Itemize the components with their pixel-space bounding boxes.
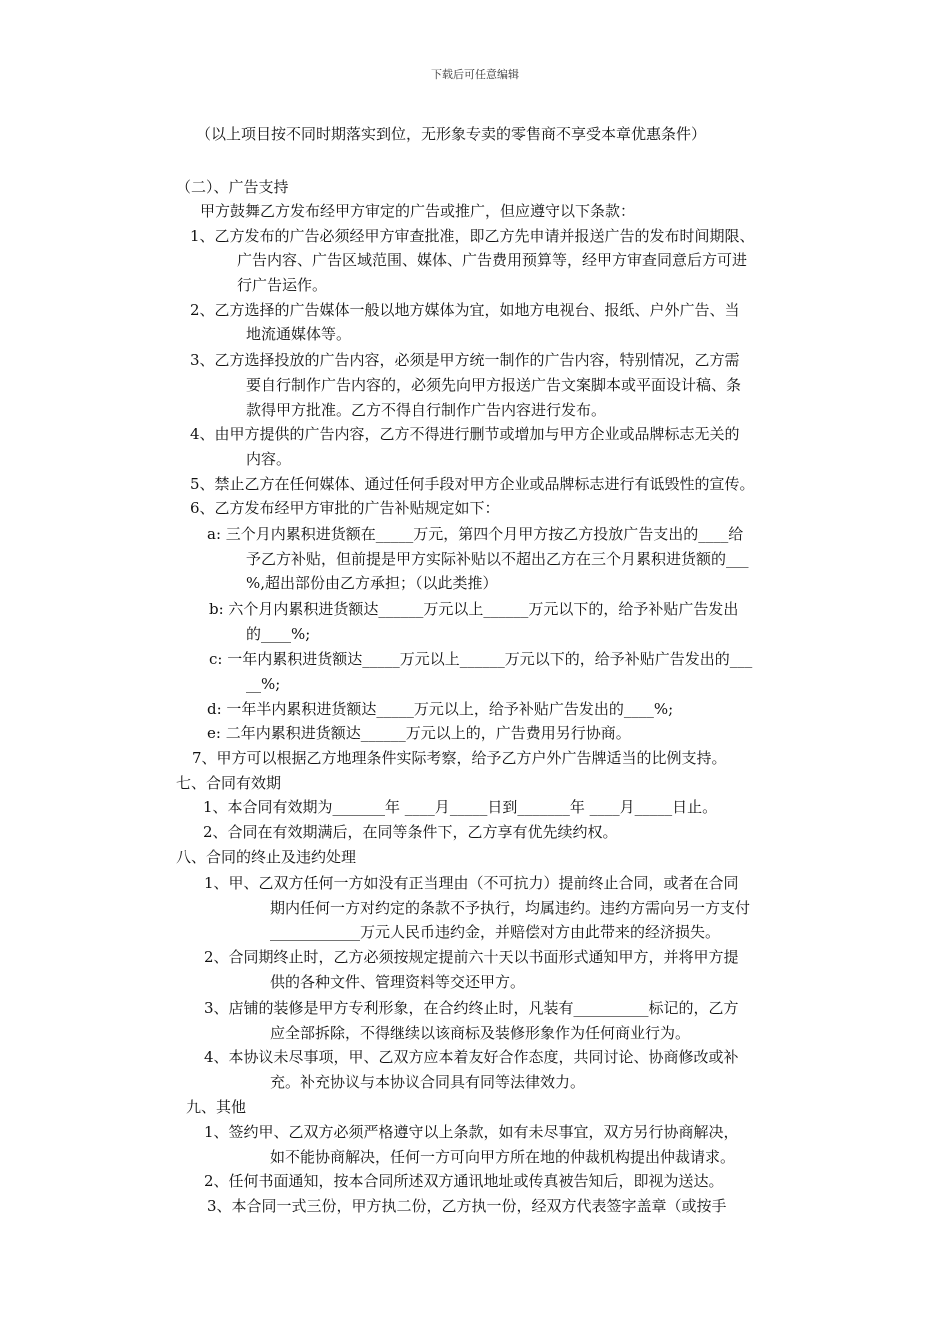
subclause-line: d: 一年半内累积进货额达_____万元以上，给予补贴广告发出的____%; [207, 700, 674, 718]
clause-line: 充。补充协议与本协议合同具有同等法律效力。 [270, 1073, 586, 1091]
clause-line: 广告内容、广告区域范围、媒体、广告费用预算等，经甲方审查同意后方可进 [237, 251, 748, 269]
subclause-line: __%; [246, 675, 281, 693]
clause-line: 6、乙方发布经甲方审批的广告补贴规定如下： [190, 499, 500, 517]
clause-line: 行广告运作。 [237, 276, 328, 294]
subclause-line: 的____%; [246, 625, 311, 643]
subclause-line: e: 二年内累积进货额达______万元以上的，广告费用另行协商。 [207, 724, 631, 742]
clause-line: ____________万元人民币违约金，并赔偿对方由此带来的经济损失。 [270, 923, 721, 941]
clause-line: 3、店铺的装修是甲方专利形象，在合约终止时，凡装有__________标记的，乙方 [204, 999, 739, 1017]
clause-line: 内容。 [246, 450, 292, 468]
page-header: 下载后可任意编辑 [431, 68, 519, 81]
subclause-line: 予乙方补贴，但前提是甲方实际补贴以不超出乙方在三个月累积进货额的___ [246, 550, 749, 568]
section-heading-other: 九、其他 [186, 1098, 247, 1116]
note-line: （以上项目按不同时期落实到位，无形象专卖的零售商不享受本章优惠条件） [196, 125, 707, 143]
clause-line: 7、甲方可以根据乙方地理条件实际考察，给予乙方户外广告牌适当的比例支持。 [192, 749, 727, 767]
subclause-line: a: 三个月内累积进货额在_____万元，第四个月甲方按乙方投放广告支出的____给 [207, 525, 744, 543]
section-heading-term: 七、合同有效期 [176, 774, 282, 792]
clause-line: 2、合同期终止时，乙方必须按规定提前六十天以书面形式通知甲方，并将甲方提 [204, 948, 739, 966]
clause-line: 2、乙方选择的广告媒体一般以地方媒体为宜，如地方电视台、报纸、户外广告、当 [190, 301, 740, 319]
clause-line: 期内任何一方对约定的条款不予执行，均属违约。违约方需向另一方支付 [270, 899, 751, 917]
clause-line: 如不能协商解决，任何一方可向甲方所在地的仲裁机构提出仲裁请求。 [270, 1148, 736, 1166]
clause-line: 要自行制作广告内容的，必须先向甲方报送广告文案脚本或平面设计稿、条 [246, 376, 742, 394]
clause-line: 地流通媒体等。 [246, 325, 352, 343]
subclause-line: %,超出部份由乙方承担；（以此类推） [246, 574, 498, 592]
clause-line: 4、本协议未尽事项，甲、乙双方应本着友好合作态度，共同讨论、协商修改或补 [204, 1048, 739, 1066]
clause-line: 2、合同在有效期满后，在同等条件下，乙方享有优先续约权。 [203, 823, 618, 841]
clause-line: 3、乙方选择投放的广告内容，必须是甲方统一制作的广告内容，特别情况，乙方需 [190, 351, 740, 369]
subclause-line: c: 一年内累积进货额达_____万元以上______万元以下的，给予补贴广告发出的___ [209, 650, 753, 668]
clause-line: 供的各种文件、管理资料等交还甲方。 [270, 973, 526, 991]
clause-line: 4、由甲方提供的广告内容，乙方不得进行删节或增加与甲方企业或品牌标志无关的 [190, 425, 740, 443]
clause-line: 5、禁止乙方在任何媒体、通过任何手段对甲方企业或品牌标志进行有诋毁性的宣传。 [190, 475, 755, 493]
clause-line: 款得甲方批准。乙方不得自行制作广告内容进行发布。 [246, 401, 607, 419]
section-heading-ad-support: （二）、广告支持 [176, 178, 289, 196]
clause-line: 3、本合同一式三份，甲方执二份，乙方执一份，经双方代表签字盖章（或按手 [207, 1197, 727, 1215]
clause-line: 1、签约甲、乙双方必须严格遵守以上条款，如有未尽事宜，双方另行协商解决， [204, 1123, 739, 1141]
clause-line: 1、甲、乙双方任何一方如没有正当理由（不可抗力）提前终止合同，或者在合同 [204, 874, 739, 892]
subclause-line: b: 六个月内累积进货额达______万元以上______万元以下的，给予补贴广告发出 [209, 600, 739, 618]
section-heading-termination: 八、合同的终止及违约处理 [176, 848, 357, 866]
clause-line: 应全部拆除，不得继续以该商标及装修形象作为任何商业行为。 [270, 1024, 691, 1042]
clause-line: 2、任何书面通知，按本合同所述双方通讯地址或传真被告知后，即视为送达。 [204, 1172, 724, 1190]
clause-line: 1、本合同有效期为_______年 ____月_____日到_______年 ____月_____日止。 [203, 798, 718, 816]
paragraph-line: 甲方鼓舞乙方发布经甲方审定的广告或推广，但应遵守以下条款： [200, 202, 636, 220]
clause-line: 1、乙方发布的广告必须经甲方审查批准，即乙方先申请并报送广告的发布时间期限、 [190, 227, 755, 245]
